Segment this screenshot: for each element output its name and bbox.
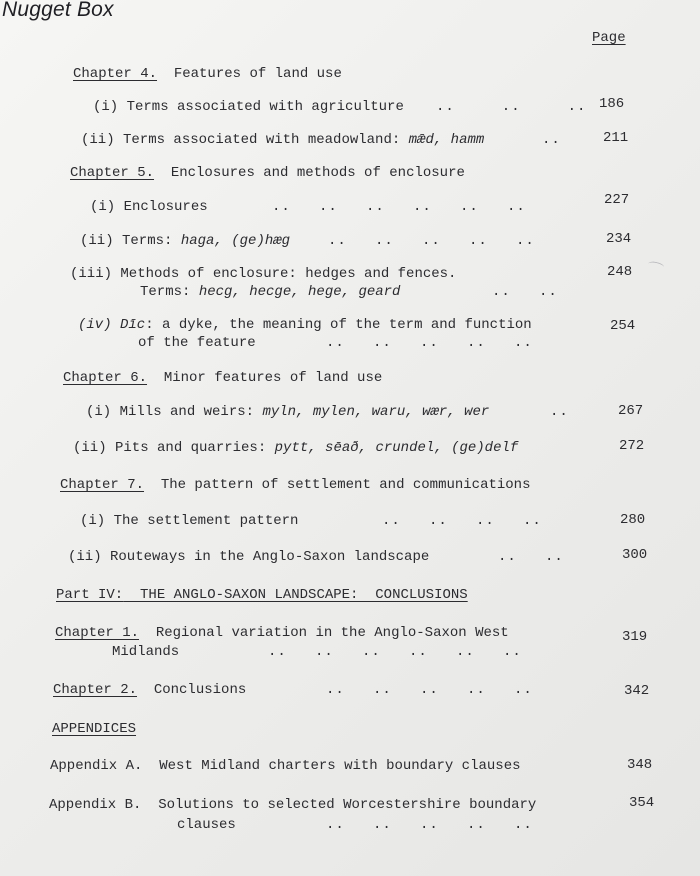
page-number: 248 xyxy=(607,264,633,280)
chapter-6-heading: Chapter 6. Minor features of land use xyxy=(63,370,383,386)
leader-dots: .. xyxy=(550,404,569,420)
leader-dots: .. .. xyxy=(492,284,558,300)
chapter-4-heading: Chapter 4. Features of land use xyxy=(73,66,342,82)
ch5-entry-2: (ii) Terms: haga, (ge)hæg xyxy=(80,233,291,249)
leader-dots: .. .. xyxy=(498,549,564,565)
ch5-entry-3-terms: Terms: hecg, hecge, hege, geard xyxy=(140,284,401,300)
leader-dots: .. xyxy=(542,132,561,148)
page-number: 227 xyxy=(604,192,630,208)
page-number: 342 xyxy=(624,683,650,699)
ch6-entry-2: (ii) Pits and quarries: pytt, sēað, crundel, (ge)delf xyxy=(73,440,519,456)
page-number: 300 xyxy=(622,547,648,563)
leader-dots: .. .. .. .. .. xyxy=(326,817,533,833)
page-number: 354 xyxy=(629,795,655,811)
ch7-entry-1: (i) The settlement pattern xyxy=(80,513,299,529)
page-number: 254 xyxy=(610,318,636,334)
leader-dots: .. .. .. .. .. xyxy=(328,233,535,249)
leader-dots: .. .. .. .. .. xyxy=(326,682,533,698)
nugget-box-logo: Nugget Box xyxy=(2,0,114,21)
chapter-5-heading: Chapter 5. Enclosures and methods of enclosure xyxy=(70,165,465,181)
part-iv-heading: Part IV: THE ANGLO-SAXON LANDSCAPE: CONCLUSIONS xyxy=(56,587,468,603)
leader-dots: .. .. .. .. .. xyxy=(326,335,533,351)
appendix-b: Appendix B. Solutions to selected Worcestershire boundary xyxy=(49,797,537,813)
appendix-b-cont: clauses xyxy=(177,817,236,833)
page-number: 186 xyxy=(599,96,625,112)
page-number: 234 xyxy=(606,231,632,247)
part4-chapter-1: Chapter 1. Regional variation in the Anglo-Saxon West xyxy=(55,625,509,641)
leader-dots: .. .. .. xyxy=(436,99,587,115)
ch5-entry-1: (i) Enclosures xyxy=(90,199,208,215)
ch5-entry-3: (iii) Methods of enclosure: hedges and fences. xyxy=(70,266,457,282)
leader-dots: .. .. .. .. .. .. xyxy=(268,644,522,660)
page-number: 272 xyxy=(619,438,645,454)
part4-chapter-1-cont: Midlands xyxy=(112,644,180,660)
page-number: 348 xyxy=(627,757,653,773)
ch7-entry-2: (ii) Routeways in the Anglo-Saxon landscape xyxy=(68,549,430,565)
ch5-entry-4: (iv) Dīc: a dyke, the meaning of the term and function xyxy=(78,317,532,333)
pencil-mark xyxy=(647,260,664,270)
page-column-heading: Page xyxy=(592,30,626,46)
page-number: 267 xyxy=(618,403,644,419)
page-number: 280 xyxy=(620,512,646,528)
leader-dots: .. .. .. .. .. .. xyxy=(272,199,526,215)
ch4-entry-1: (i) Terms associated with agriculture xyxy=(93,99,404,115)
page-number: 319 xyxy=(622,629,648,645)
appendix-a: Appendix A. West Midland charters with boundary clauses xyxy=(50,758,521,774)
ch4-entry-2: (ii) Terms associated with meadowland: mǣd, hamm xyxy=(81,132,485,148)
appendices-heading: APPENDICES xyxy=(52,721,137,737)
part4-chapter-2: Chapter 2. Conclusions xyxy=(53,682,247,698)
chapter-7-heading: Chapter 7. The pattern of settlement and communications xyxy=(60,477,531,493)
page-number: 211 xyxy=(603,130,629,146)
leader-dots: .. .. .. .. xyxy=(382,513,542,529)
ch5-entry-4-cont: of the feature xyxy=(138,335,256,351)
ch6-entry-1: (i) Mills and weirs: myln, mylen, waru, wær, wer xyxy=(86,404,490,420)
